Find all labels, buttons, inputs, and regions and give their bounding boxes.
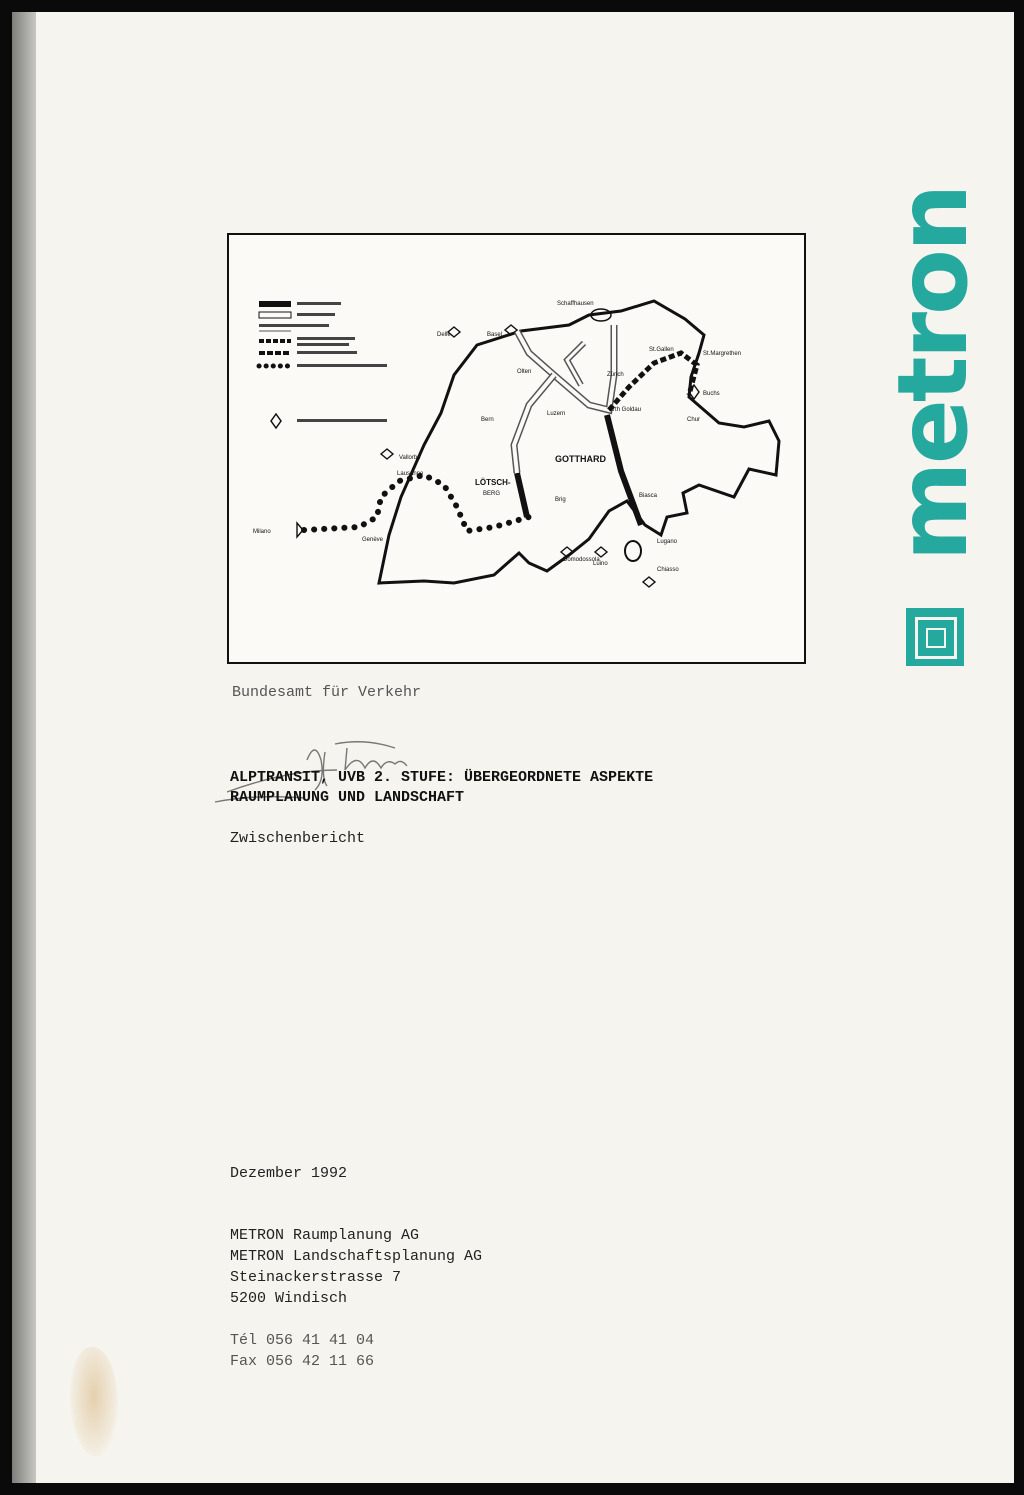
map-label-basel: Basel bbox=[487, 332, 503, 338]
map-label-geneve: Genève bbox=[362, 537, 384, 543]
map-label-olten: Olten bbox=[517, 369, 532, 375]
map-label-stmargrethen: St.Margrethen bbox=[703, 351, 742, 357]
map-label-chur: Chur bbox=[687, 417, 701, 423]
report-date: Dezember 1992 bbox=[230, 1165, 348, 1182]
map-label-stgallen: St.Gallen bbox=[649, 347, 674, 353]
map-label-arth-goldau: Arth Goldau bbox=[609, 407, 642, 413]
phone-number: Tél 056 41 41 04 bbox=[230, 1332, 375, 1349]
map-label-gotthard: GOTTHARD bbox=[555, 454, 606, 464]
metron-logo-wordmark: metron bbox=[877, 186, 989, 562]
metron-brand bbox=[877, 186, 989, 684]
address-line-1: METRON Raumplanung AG bbox=[230, 1227, 420, 1244]
map-label-milano: Milano bbox=[253, 529, 271, 535]
map-label-schaffhausen: Schaffhausen bbox=[557, 301, 594, 307]
address-line-2: METRON Landschaftsplanung AG bbox=[230, 1248, 483, 1265]
map-label-biasca: Biasca bbox=[639, 493, 658, 499]
fax-number: Fax 056 42 11 66 bbox=[230, 1353, 375, 1370]
title-line-1: ALPTRANSIT, UVB 2. STUFE: ÜBERGEORDNETE ASPEKTE bbox=[230, 769, 654, 786]
agency-name: Bundesamt für Verkehr bbox=[232, 684, 422, 701]
switzerland-map-icon bbox=[229, 235, 804, 662]
metron-logo-icon bbox=[906, 608, 964, 666]
map-label-loetsch: LÖTSCH- bbox=[475, 478, 511, 487]
map-label-brig: Brig bbox=[555, 497, 566, 503]
map-label-luino: Luino bbox=[593, 561, 608, 567]
map-label-domodossola: Domodossola bbox=[563, 557, 600, 563]
map-label-loetsch-2: BERG bbox=[483, 491, 501, 497]
map-label-delle: Delle bbox=[437, 332, 451, 338]
map-label-zurich: Zürich bbox=[607, 372, 624, 378]
report-type: Zwischenbericht bbox=[230, 830, 366, 847]
paper-stain bbox=[70, 1347, 118, 1457]
map-label-luzern: Luzern bbox=[547, 411, 566, 417]
map-label-lugano: Lugano bbox=[657, 539, 678, 545]
map-label-vallorbe: Vallorbe bbox=[399, 455, 421, 461]
binding-spine bbox=[12, 12, 36, 1483]
alptransit-map bbox=[227, 233, 806, 664]
title-line-2: RAUMPLANUNG UND LANDSCHAFT bbox=[230, 789, 465, 806]
map-label-buchs: Buchs bbox=[703, 391, 720, 397]
map-label-bern: Bern bbox=[481, 417, 494, 423]
map-label-lausanne: Lausanne bbox=[397, 471, 424, 477]
address-line-4: 5200 Windisch bbox=[230, 1290, 348, 1307]
document-page bbox=[12, 12, 1014, 1483]
address-line-3: Steinackerstrasse 7 bbox=[230, 1269, 402, 1286]
map-label-chiasso: Chiasso bbox=[657, 567, 679, 573]
